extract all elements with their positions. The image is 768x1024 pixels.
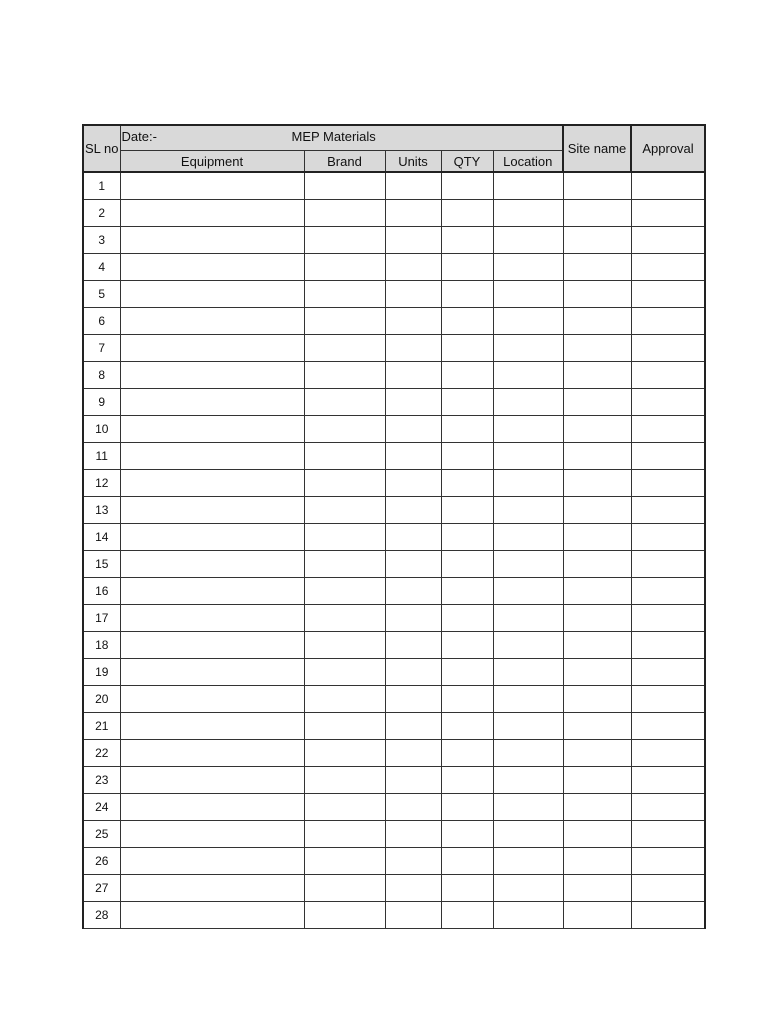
location-cell[interactable]: [493, 172, 563, 200]
approval-cell[interactable]: [631, 362, 705, 389]
table-header: [83, 125, 705, 172]
equipment-cell[interactable]: [120, 659, 304, 686]
units-cell[interactable]: [385, 686, 441, 713]
table-row: [83, 551, 705, 578]
approval-cell[interactable]: [631, 875, 705, 902]
sl-no-cell: 16: [83, 578, 120, 605]
equipment-cell[interactable]: [120, 443, 304, 470]
site-name-cell[interactable]: [563, 902, 631, 929]
approval-cell[interactable]: [631, 524, 705, 551]
brand-cell[interactable]: [304, 281, 385, 308]
equipment-cell[interactable]: [120, 686, 304, 713]
qty-cell[interactable]: [441, 389, 493, 416]
units-cell[interactable]: [385, 605, 441, 632]
sl-no-cell: 6: [83, 308, 120, 335]
approval-cell[interactable]: [631, 902, 705, 929]
site-name-cell[interactable]: [563, 713, 631, 740]
units-cell[interactable]: [385, 227, 441, 254]
approval-cell[interactable]: [631, 470, 705, 497]
location-cell[interactable]: [493, 848, 563, 875]
site-name-cell[interactable]: [563, 686, 631, 713]
approval-cell[interactable]: [631, 686, 705, 713]
table-row: [83, 659, 705, 686]
units-cell[interactable]: [385, 443, 441, 470]
sl-no-cell: 8: [83, 362, 120, 389]
qty-cell[interactable]: [441, 875, 493, 902]
units-cell[interactable]: [385, 416, 441, 443]
approval-cell[interactable]: [631, 443, 705, 470]
sl-no-cell: 10: [83, 416, 120, 443]
units-cell[interactable]: [385, 308, 441, 335]
site-name-cell[interactable]: [563, 551, 631, 578]
units-cell[interactable]: [385, 389, 441, 416]
units-cell[interactable]: [385, 281, 441, 308]
units-cell[interactable]: [385, 335, 441, 362]
table-row: [83, 740, 705, 767]
brand-cell[interactable]: [304, 227, 385, 254]
equipment-cell[interactable]: [120, 578, 304, 605]
sl-no-cell: 13: [83, 497, 120, 524]
qty-cell[interactable]: [441, 281, 493, 308]
approval-cell[interactable]: [631, 551, 705, 578]
units-cell[interactable]: [385, 821, 441, 848]
brand-cell[interactable]: [304, 794, 385, 821]
site-name-cell[interactable]: [563, 200, 631, 227]
sl-no-cell: 9: [83, 389, 120, 416]
qty-cell[interactable]: [441, 632, 493, 659]
table-row: [83, 524, 705, 551]
qty-cell[interactable]: [441, 362, 493, 389]
qty-cell[interactable]: [441, 686, 493, 713]
brand-cell[interactable]: [304, 902, 385, 929]
brand-cell[interactable]: [304, 767, 385, 794]
units-cell[interactable]: [385, 848, 441, 875]
location-cell[interactable]: [493, 821, 563, 848]
equipment-cell[interactable]: [120, 551, 304, 578]
table-row: [83, 848, 705, 875]
table-row: [83, 767, 705, 794]
sl-no-cell: 22: [83, 740, 120, 767]
site-name-cell[interactable]: [563, 443, 631, 470]
sl-no-cell: 20: [83, 686, 120, 713]
equipment-cell[interactable]: [120, 605, 304, 632]
table-row: [83, 443, 705, 470]
qty-cell[interactable]: [441, 767, 493, 794]
table-row: [83, 281, 705, 308]
table-row: [83, 335, 705, 362]
equipment-cell[interactable]: [120, 848, 304, 875]
equipment-cell[interactable]: [120, 524, 304, 551]
site-name-cell[interactable]: [563, 605, 631, 632]
equipment-cell[interactable]: [120, 172, 304, 200]
sl-no-cell: 1: [83, 172, 120, 200]
brand-cell[interactable]: [304, 308, 385, 335]
location-cell[interactable]: [493, 659, 563, 686]
approval-cell[interactable]: [631, 578, 705, 605]
brand-cell[interactable]: [304, 497, 385, 524]
units-cell[interactable]: [385, 254, 441, 281]
equipment-cell[interactable]: [120, 335, 304, 362]
form-title: MEP Materials: [291, 129, 376, 144]
table-row: [83, 902, 705, 929]
site-name-cell[interactable]: [563, 659, 631, 686]
location-cell[interactable]: [493, 416, 563, 443]
table-row: [83, 497, 705, 524]
units-cell[interactable]: [385, 767, 441, 794]
equipment-header: Equipment: [120, 151, 304, 173]
qty-cell[interactable]: [441, 551, 493, 578]
brand-cell[interactable]: [304, 335, 385, 362]
location-cell[interactable]: [493, 389, 563, 416]
site-name-cell[interactable]: [563, 470, 631, 497]
units-cell[interactable]: [385, 794, 441, 821]
sl-no-cell: 12: [83, 470, 120, 497]
location-cell[interactable]: [493, 551, 563, 578]
units-cell[interactable]: [385, 172, 441, 200]
approval-cell[interactable]: [631, 308, 705, 335]
site-name-cell[interactable]: [563, 281, 631, 308]
sl-no-cell: 3: [83, 227, 120, 254]
site-name-cell[interactable]: [563, 227, 631, 254]
equipment-cell[interactable]: [120, 227, 304, 254]
table-row: [83, 389, 705, 416]
approval-cell[interactable]: [631, 172, 705, 200]
site-name-cell[interactable]: [563, 794, 631, 821]
approval-cell[interactable]: [631, 821, 705, 848]
units-cell[interactable]: [385, 875, 441, 902]
sl-no-cell: 2: [83, 200, 120, 227]
brand-cell[interactable]: [304, 578, 385, 605]
sl-no-cell: 21: [83, 713, 120, 740]
location-cell[interactable]: [493, 686, 563, 713]
site-name-cell[interactable]: [563, 497, 631, 524]
qty-cell[interactable]: [441, 902, 493, 929]
site-name-cell[interactable]: [563, 524, 631, 551]
brand-cell[interactable]: [304, 551, 385, 578]
sl-no-cell: 14: [83, 524, 120, 551]
brand-cell[interactable]: [304, 389, 385, 416]
units-cell[interactable]: [385, 578, 441, 605]
brand-cell[interactable]: [304, 443, 385, 470]
brand-cell[interactable]: [304, 605, 385, 632]
location-cell[interactable]: [493, 443, 563, 470]
location-cell[interactable]: [493, 254, 563, 281]
qty-cell[interactable]: [441, 227, 493, 254]
sl-no-cell: 23: [83, 767, 120, 794]
approval-cell[interactable]: [631, 254, 705, 281]
site-name-cell[interactable]: [563, 740, 631, 767]
qty-cell[interactable]: [441, 659, 493, 686]
units-cell[interactable]: [385, 524, 441, 551]
qty-cell[interactable]: [441, 578, 493, 605]
equipment-cell[interactable]: [120, 362, 304, 389]
table-row: [83, 416, 705, 443]
sl-no-cell: 24: [83, 794, 120, 821]
site-name-cell[interactable]: [563, 335, 631, 362]
brand-cell[interactable]: [304, 821, 385, 848]
qty-cell[interactable]: [441, 416, 493, 443]
qty-cell[interactable]: [441, 497, 493, 524]
site-name-cell[interactable]: [563, 389, 631, 416]
table-row: [83, 254, 705, 281]
location-cell[interactable]: [493, 200, 563, 227]
brand-cell[interactable]: [304, 875, 385, 902]
brand-cell[interactable]: [304, 362, 385, 389]
table-row: [83, 875, 705, 902]
location-cell[interactable]: [493, 794, 563, 821]
site-name-cell[interactable]: [563, 172, 631, 200]
units-cell[interactable]: [385, 497, 441, 524]
site-name-cell[interactable]: [563, 578, 631, 605]
approval-cell[interactable]: [631, 740, 705, 767]
brand-cell[interactable]: [304, 470, 385, 497]
equipment-cell[interactable]: [120, 389, 304, 416]
brand-cell[interactable]: [304, 659, 385, 686]
sl-no-cell: 19: [83, 659, 120, 686]
equipment-cell[interactable]: [120, 821, 304, 848]
equipment-cell[interactable]: [120, 740, 304, 767]
units-header: Units: [385, 151, 441, 173]
header-row-title: [83, 125, 705, 151]
site-name-cell[interactable]: [563, 308, 631, 335]
table-row: [83, 470, 705, 497]
units-cell[interactable]: [385, 632, 441, 659]
qty-cell[interactable]: [441, 524, 493, 551]
equipment-cell[interactable]: [120, 713, 304, 740]
brand-cell[interactable]: [304, 254, 385, 281]
qty-cell[interactable]: [441, 713, 493, 740]
qty-cell[interactable]: [441, 254, 493, 281]
location-cell[interactable]: [493, 578, 563, 605]
site-name-header: Site name: [563, 125, 631, 172]
sl-no-cell: 26: [83, 848, 120, 875]
equipment-cell[interactable]: [120, 767, 304, 794]
location-cell[interactable]: [493, 335, 563, 362]
approval-cell[interactable]: [631, 848, 705, 875]
table-row: [83, 227, 705, 254]
brand-cell[interactable]: [304, 686, 385, 713]
units-cell[interactable]: [385, 362, 441, 389]
location-header: Location: [493, 151, 563, 173]
qty-header: QTY: [441, 151, 493, 173]
site-name-cell[interactable]: [563, 821, 631, 848]
approval-cell[interactable]: [631, 281, 705, 308]
brand-cell[interactable]: [304, 713, 385, 740]
approval-cell[interactable]: [631, 389, 705, 416]
location-cell[interactable]: [493, 308, 563, 335]
sl-no-cell: 18: [83, 632, 120, 659]
table-row: [83, 686, 705, 713]
brand-cell[interactable]: [304, 524, 385, 551]
brand-cell[interactable]: [304, 848, 385, 875]
qty-cell[interactable]: [441, 335, 493, 362]
title-banner: [120, 125, 563, 151]
approval-cell[interactable]: [631, 713, 705, 740]
site-name-cell[interactable]: [563, 362, 631, 389]
approval-cell[interactable]: [631, 659, 705, 686]
location-cell[interactable]: [493, 281, 563, 308]
approval-cell[interactable]: [631, 767, 705, 794]
qty-cell[interactable]: [441, 308, 493, 335]
equipment-cell[interactable]: [120, 902, 304, 929]
approval-header: Approval: [631, 125, 705, 172]
site-name-cell[interactable]: [563, 767, 631, 794]
table-body: [83, 172, 705, 929]
qty-cell[interactable]: [441, 605, 493, 632]
equipment-cell[interactable]: [120, 416, 304, 443]
approval-cell[interactable]: [631, 605, 705, 632]
equipment-cell[interactable]: [120, 308, 304, 335]
approval-cell[interactable]: [631, 200, 705, 227]
sl-no-cell: 11: [83, 443, 120, 470]
sl-no-header: SL no: [83, 125, 120, 172]
equipment-cell[interactable]: [120, 875, 304, 902]
location-cell[interactable]: [493, 740, 563, 767]
site-name-cell[interactable]: [563, 254, 631, 281]
equipment-cell[interactable]: [120, 470, 304, 497]
units-cell[interactable]: [385, 470, 441, 497]
sl-no-cell: 25: [83, 821, 120, 848]
location-cell[interactable]: [493, 227, 563, 254]
table-row: [83, 605, 705, 632]
units-cell[interactable]: [385, 713, 441, 740]
site-name-cell[interactable]: [563, 416, 631, 443]
location-cell[interactable]: [493, 524, 563, 551]
units-cell[interactable]: [385, 200, 441, 227]
equipment-cell[interactable]: [120, 281, 304, 308]
table-row: [83, 713, 705, 740]
location-cell[interactable]: [493, 875, 563, 902]
equipment-cell[interactable]: [120, 794, 304, 821]
brand-cell[interactable]: [304, 416, 385, 443]
units-cell[interactable]: [385, 740, 441, 767]
table-row: [83, 821, 705, 848]
brand-header: Brand: [304, 151, 385, 173]
location-cell[interactable]: [493, 767, 563, 794]
location-cell[interactable]: [493, 632, 563, 659]
units-cell[interactable]: [385, 902, 441, 929]
table-row: [83, 794, 705, 821]
sl-no-cell: 4: [83, 254, 120, 281]
site-name-cell[interactable]: [563, 848, 631, 875]
sl-no-cell: 28: [83, 902, 120, 929]
qty-cell[interactable]: [441, 821, 493, 848]
sl-no-cell: 17: [83, 605, 120, 632]
qty-cell[interactable]: [441, 200, 493, 227]
brand-cell[interactable]: [304, 632, 385, 659]
date-label: Date:-: [121, 129, 157, 144]
approval-cell[interactable]: [631, 497, 705, 524]
location-cell[interactable]: [493, 362, 563, 389]
equipment-cell[interactable]: [120, 497, 304, 524]
brand-cell[interactable]: [304, 172, 385, 200]
equipment-cell[interactable]: [120, 200, 304, 227]
approval-cell[interactable]: [631, 794, 705, 821]
approval-cell[interactable]: [631, 335, 705, 362]
units-cell[interactable]: [385, 659, 441, 686]
sl-no-cell: 15: [83, 551, 120, 578]
materials-table: [82, 124, 706, 929]
approval-cell[interactable]: [631, 632, 705, 659]
table-row: [83, 200, 705, 227]
equipment-cell[interactable]: [120, 254, 304, 281]
table-row: [83, 362, 705, 389]
table-row: [83, 578, 705, 605]
brand-cell[interactable]: [304, 740, 385, 767]
qty-cell[interactable]: [441, 172, 493, 200]
table-row: [83, 308, 705, 335]
qty-cell[interactable]: [441, 794, 493, 821]
location-cell[interactable]: [493, 497, 563, 524]
equipment-cell[interactable]: [120, 632, 304, 659]
location-cell[interactable]: [493, 713, 563, 740]
sl-no-cell: 7: [83, 335, 120, 362]
qty-cell[interactable]: [441, 848, 493, 875]
location-cell[interactable]: [493, 605, 563, 632]
units-cell[interactable]: [385, 551, 441, 578]
qty-cell[interactable]: [441, 443, 493, 470]
sl-no-cell: 5: [83, 281, 120, 308]
table-row: [83, 632, 705, 659]
sl-no-cell: 27: [83, 875, 120, 902]
qty-cell[interactable]: [441, 470, 493, 497]
approval-cell[interactable]: [631, 416, 705, 443]
table-row: [83, 172, 705, 200]
location-cell[interactable]: [493, 902, 563, 929]
location-cell[interactable]: [493, 470, 563, 497]
approval-cell[interactable]: [631, 227, 705, 254]
brand-cell[interactable]: [304, 200, 385, 227]
site-name-cell[interactable]: [563, 632, 631, 659]
qty-cell[interactable]: [441, 740, 493, 767]
site-name-cell[interactable]: [563, 875, 631, 902]
